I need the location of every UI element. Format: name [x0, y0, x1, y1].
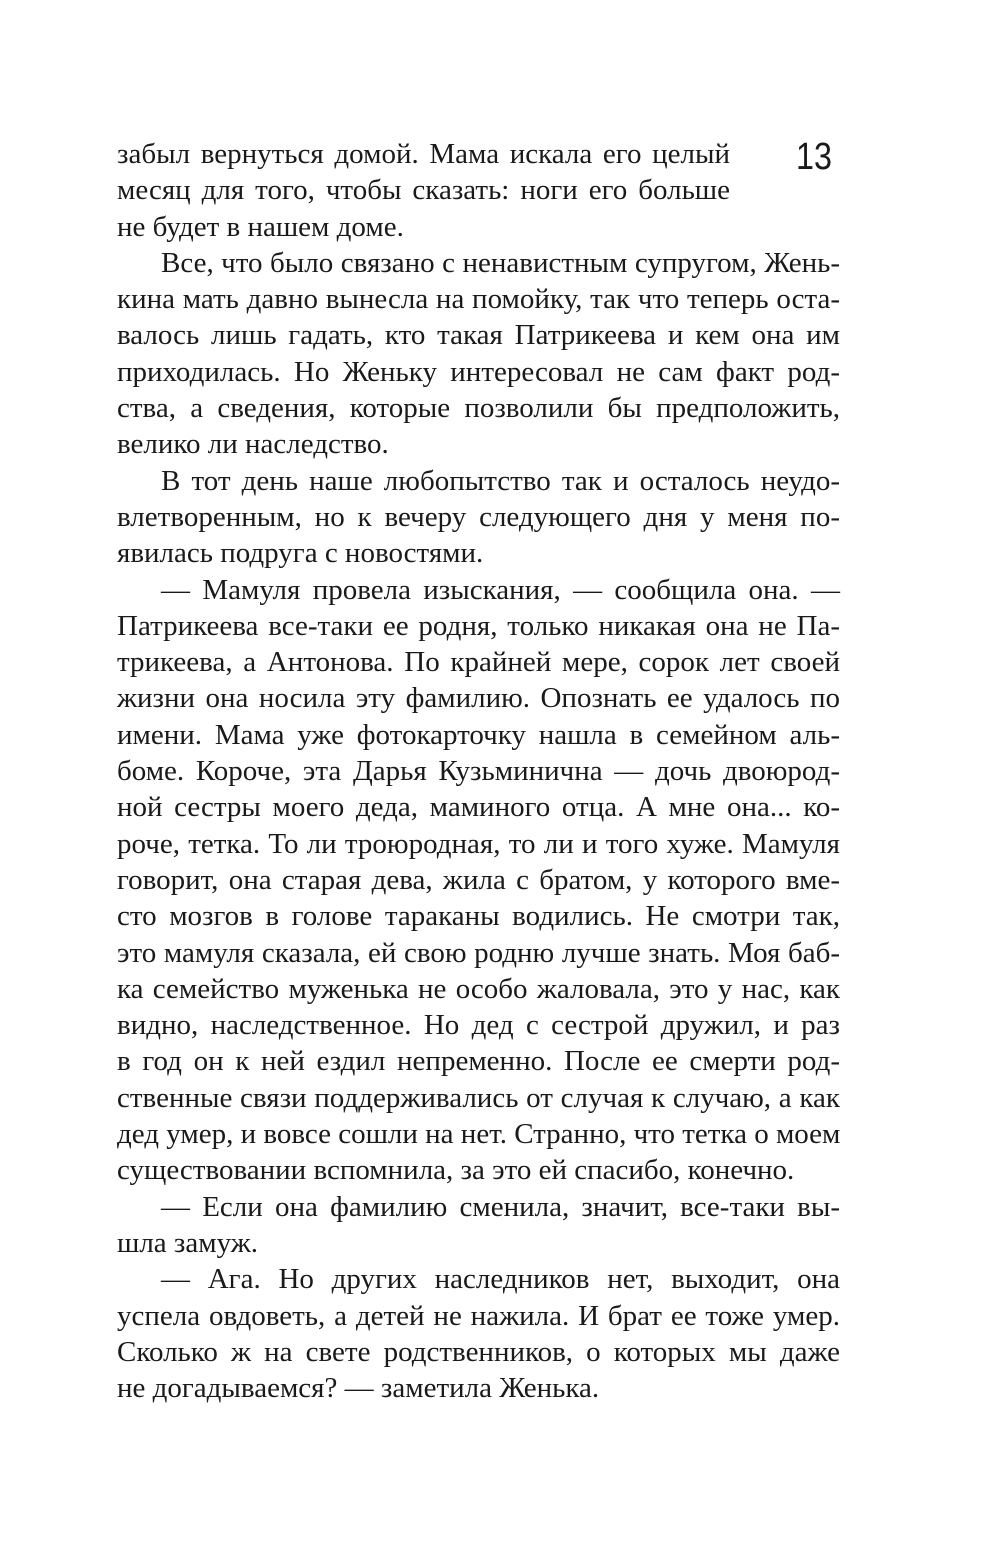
text-line: Сколько ж на свете родственников, о которых мы даже [117, 1335, 840, 1368]
text-line: сто мозгов в голове тараканы водились. Не смотри так, [117, 900, 840, 933]
text-line: говорит, она старая дева, жила с братом, у которого вме- [117, 863, 840, 896]
page-number: 13 [796, 136, 832, 178]
text-line: ства, а сведения, которые позволили бы предположить, [117, 392, 840, 425]
text-line: — Если она фамилию сменила, значит, все-таки вы- [161, 1190, 840, 1223]
text-line: боме. Короче, эта Дарья Кузьминична — дочь двоюрод- [117, 755, 840, 788]
text-line: Все, что было связано с ненавистным супругом, Жень- [161, 246, 840, 279]
text-line: валось лишь гадать, кто такая Патрикеева и кем она им [117, 319, 840, 352]
text-line: имени. Мама уже фотокарточку нашла в семейном аль- [117, 718, 840, 751]
text-line: — Мамуля провела изыскания, — сообщила она. — [161, 573, 840, 606]
text-line: месяц для того, чтобы сказать: ноги его больше [117, 174, 730, 207]
text-line: в год он к ней ездил непременно. После ее смерти род- [117, 1045, 840, 1078]
text-line: жизни она носила эту фамилию. Опознать ее удалось по [117, 682, 840, 715]
text-line: Патрикеева все-таки ее родня, только никакая она не Па- [117, 609, 840, 642]
text-line: дед умер, и вовсе сошли на нет. Странно, что тетка о моем [117, 1118, 841, 1151]
text-line: ственные связи поддерживались от случая к случаю, а как [117, 1081, 840, 1114]
paragraph [117, 463, 840, 572]
text-line: влетворенным, но к вечеру следующего дня у меня по- [117, 500, 840, 533]
paragraph [117, 572, 840, 1189]
text-line: В тот день наше любопытство так и осталось неудо- [161, 464, 840, 497]
text-line: явилась подруга с новостями. [117, 537, 484, 570]
text-line: забыл вернуться домой. Мама искала его целый [117, 138, 730, 170]
text-line: не будет в нашем доме. [117, 210, 404, 243]
paragraph [117, 1189, 840, 1262]
text-line: это мамуля сказала, ей свою родню лучше знать. Моя баб- [117, 936, 840, 969]
text-line: успела овдоветь, а детей не нажила. И брат ее тоже умер. [117, 1299, 840, 1332]
text-line: видно, наследственное. Но дед с сестрой дружил, и раз [117, 1009, 840, 1042]
paragraph [117, 245, 840, 463]
text-line: — Ага. Но других наследников нет, выходит, она [161, 1263, 840, 1296]
text-line: ка семейство муженька не особо жаловала, это у нас, как [117, 972, 840, 1005]
text-line: шла замуж. [117, 1226, 259, 1259]
text-line: приходилась. Но Женьку интересовал не сам факт род- [117, 355, 840, 388]
paragraph [117, 136, 840, 245]
text-line: трикеева, а Антонова. По крайней мере, сорок лет своей [117, 646, 840, 679]
body-text [117, 136, 840, 1406]
text-line: кина мать давно вынесла на помойку, так что теперь оста- [117, 283, 840, 316]
paragraph [117, 1261, 840, 1406]
text-line: роче, тетка. То ли троюродная, то ли и того хуже. Мамуля [117, 827, 840, 860]
text-line: существовании вспомнила, за это ей спасибо, конечно. [117, 1154, 795, 1187]
text-line: велико ли наследство. [117, 428, 389, 461]
text-line: ной сестры моего деда, маминого отца. А мне она... ко- [117, 791, 840, 824]
text-line: не догадываемся? — заметила Женька. [117, 1372, 600, 1405]
